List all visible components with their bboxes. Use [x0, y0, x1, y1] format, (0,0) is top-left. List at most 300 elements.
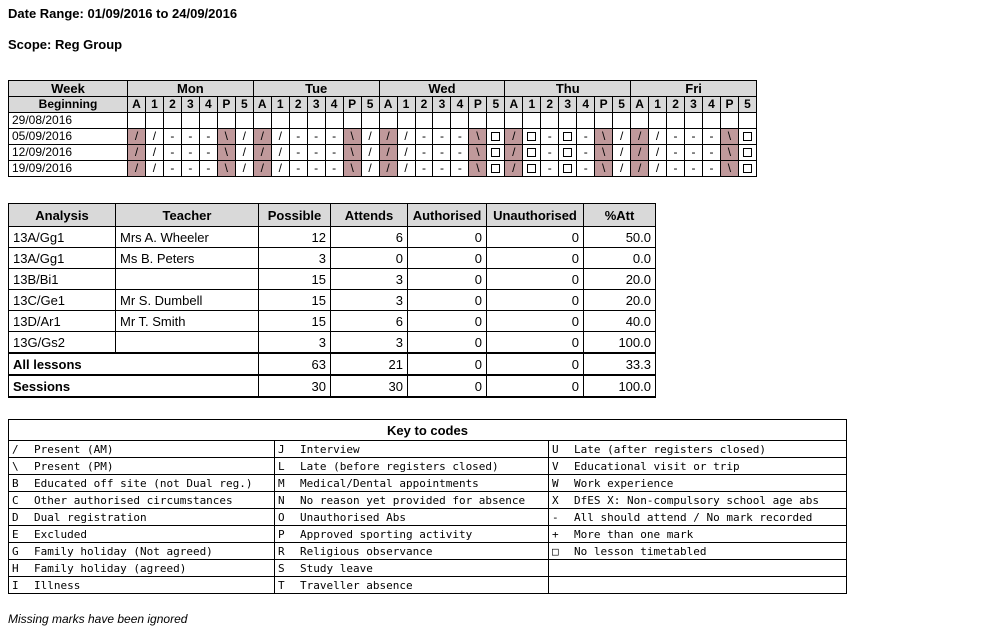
key-code: I — [12, 578, 19, 592]
no-lesson-square-icon — [743, 148, 752, 157]
period-header: 3 — [559, 97, 577, 113]
key-cell — [9, 543, 275, 560]
analysis-cell: 13A/Gg1 — [9, 227, 116, 248]
mark-cell — [505, 113, 523, 129]
analysis-cell: 0 — [408, 227, 487, 248]
mark-cell: / — [128, 145, 146, 161]
analysis-cell: 3 — [331, 332, 408, 354]
mark-cell — [199, 113, 217, 129]
key-cell — [549, 458, 847, 475]
mark-cell — [128, 113, 146, 129]
no-lesson-square-icon — [491, 164, 500, 173]
analysis-row — [9, 269, 656, 290]
mark-cell: / — [253, 145, 271, 161]
period-header: 4 — [199, 97, 217, 113]
key-code: U — [552, 442, 559, 456]
mark-cell: / — [361, 145, 379, 161]
key-desc: Educated off site (not Dual reg.) — [34, 476, 253, 490]
no-lesson-square-icon — [527, 164, 536, 173]
mark-cell: / — [379, 129, 397, 145]
analysis-cell: 20.0 — [584, 290, 656, 311]
key-code: M — [278, 476, 285, 490]
analysis-cell: 12 — [259, 227, 331, 248]
key-code: W — [552, 476, 559, 490]
mark-cell: - — [541, 145, 559, 161]
key-desc: Family holiday (Not agreed) — [34, 544, 213, 558]
key-code: / — [12, 442, 19, 456]
key-code: + — [552, 527, 559, 541]
mark-cell — [738, 145, 756, 161]
key-desc: No reason yet provided for absence — [300, 493, 526, 507]
mark-cell: / — [128, 129, 146, 145]
analysis-cell: 0 — [331, 248, 408, 269]
mark-cell: / — [649, 161, 667, 177]
key-desc: Unauthorised Abs — [300, 510, 406, 524]
key-cell — [9, 560, 275, 577]
analysis-header: Analysis — [9, 204, 116, 227]
analysis-cell: 0 — [487, 269, 584, 290]
total-value: 0 — [487, 375, 584, 397]
analysis-total-row — [9, 375, 656, 397]
period-header: 1 — [397, 97, 415, 113]
mark-cell — [181, 113, 199, 129]
key-cell — [9, 492, 275, 509]
key-cell — [9, 526, 275, 543]
mark-cell: \ — [595, 129, 613, 145]
analysis-row — [9, 248, 656, 269]
mark-cell: / — [631, 145, 649, 161]
key-code: J — [278, 442, 285, 456]
mark-cell: - — [199, 129, 217, 145]
analysis-header: Possible — [259, 204, 331, 227]
key-code: R — [278, 544, 285, 558]
week-row — [9, 129, 757, 145]
mark-cell: - — [541, 161, 559, 177]
analysis-cell: 3 — [331, 290, 408, 311]
mark-cell: - — [667, 129, 685, 145]
analysis-cell: 13G/Gs2 — [9, 332, 116, 354]
mark-cell — [217, 113, 235, 129]
key-cell — [275, 560, 549, 577]
mark-cell: - — [577, 145, 595, 161]
key-row — [9, 458, 847, 475]
key-code: B — [12, 476, 19, 490]
mark-cell: - — [577, 129, 595, 145]
register-grid — [8, 80, 757, 177]
analysis-cell: 13A/Gg1 — [9, 248, 116, 269]
mark-cell: / — [613, 145, 631, 161]
mark-cell: - — [325, 129, 343, 145]
key-row — [9, 475, 847, 492]
total-value: 0 — [408, 375, 487, 397]
mark-cell — [253, 113, 271, 129]
analysis-cell: 0 — [408, 290, 487, 311]
key-desc: Approved sporting activity — [300, 527, 473, 541]
key-cell — [275, 492, 549, 509]
period-header: 4 — [703, 97, 721, 113]
day-header-mon: Mon — [128, 81, 254, 97]
mark-cell — [451, 113, 469, 129]
key-cell — [549, 543, 847, 560]
mark-cell — [235, 113, 253, 129]
key-desc: All should attend / No mark recorded — [574, 510, 813, 524]
key-cell — [275, 458, 549, 475]
key-code: E — [12, 527, 19, 541]
date-range: Date Range: 01/09/2016 to 24/09/2016 — [8, 6, 238, 21]
period-header: 4 — [325, 97, 343, 113]
key-cell — [275, 509, 549, 526]
day-header-fri: Fri — [631, 81, 757, 97]
analysis-cell: 0 — [408, 269, 487, 290]
key-code: G — [12, 544, 19, 558]
total-value: 63 — [259, 353, 331, 375]
mark-cell: \ — [217, 145, 235, 161]
key-desc: Illness — [34, 578, 81, 592]
mark-cell: - — [577, 161, 595, 177]
analysis-cell — [116, 269, 259, 290]
mark-cell — [738, 129, 756, 145]
key-cell — [275, 543, 549, 560]
mark-cell — [523, 161, 541, 177]
mark-cell — [523, 129, 541, 145]
mark-cell — [415, 113, 433, 129]
analysis-cell: 15 — [259, 311, 331, 332]
analysis-total-row — [9, 353, 656, 375]
mark-cell — [631, 113, 649, 129]
week-header-2: Beginning — [9, 97, 128, 113]
mark-cell — [307, 113, 325, 129]
key-desc: Dual registration — [34, 510, 147, 524]
mark-cell — [703, 113, 721, 129]
scope: Scope: Reg Group — [8, 37, 123, 52]
mark-cell: - — [451, 161, 469, 177]
mark-cell — [523, 113, 541, 129]
key-code: □ — [552, 544, 559, 558]
mark-cell: / — [649, 145, 667, 161]
mark-cell — [667, 113, 685, 129]
mark-cell: - — [685, 161, 703, 177]
footer-note: Missing marks have been ignored — [8, 612, 188, 626]
mark-cell — [738, 113, 756, 129]
analysis-cell: Mr S. Dumbell — [116, 290, 259, 311]
total-value: 21 — [331, 353, 408, 375]
period-header: 3 — [685, 97, 703, 113]
mark-cell: - — [199, 161, 217, 177]
mark-cell: \ — [595, 145, 613, 161]
period-header: A — [128, 97, 146, 113]
analysis-cell: 15 — [259, 269, 331, 290]
key-cell — [549, 560, 847, 577]
key-desc: Present (AM) — [34, 442, 114, 456]
week-row — [9, 145, 757, 161]
mark-cell: / — [613, 129, 631, 145]
analysis-cell: 40.0 — [584, 311, 656, 332]
analysis-cell: Mrs A. Wheeler — [116, 227, 259, 248]
mark-cell — [685, 113, 703, 129]
key-desc: Late (before registers closed) — [300, 459, 499, 473]
total-value: 33.3 — [584, 353, 656, 375]
key-cell — [275, 441, 549, 458]
day-header-wed: Wed — [379, 81, 505, 97]
analysis-header: %Att — [584, 204, 656, 227]
analysis-cell: 0 — [487, 227, 584, 248]
mark-cell: - — [289, 145, 307, 161]
period-header: A — [505, 97, 523, 113]
key-cell — [9, 509, 275, 526]
key-cell — [549, 526, 847, 543]
mark-cell — [649, 113, 667, 129]
mark-cell: / — [397, 129, 415, 145]
total-value: 30 — [259, 375, 331, 397]
analysis-cell: 13C/Ge1 — [9, 290, 116, 311]
mark-cell: - — [415, 129, 433, 145]
analysis-cell: 0 — [487, 248, 584, 269]
mark-cell: / — [361, 161, 379, 177]
analysis-cell: 0 — [408, 311, 487, 332]
key-cell — [549, 577, 847, 594]
key-code: X — [552, 493, 559, 507]
period-header: 2 — [415, 97, 433, 113]
mark-cell: \ — [217, 129, 235, 145]
analysis-row — [9, 227, 656, 248]
key-desc: No lesson timetabled — [574, 544, 707, 558]
mark-cell: \ — [469, 129, 487, 145]
key-desc: DfES X: Non-compulsory school age abs — [574, 493, 820, 507]
key-row — [9, 577, 847, 594]
key-desc: Family holiday (agreed) — [34, 561, 187, 575]
period-header: 3 — [181, 97, 199, 113]
mark-cell: - — [307, 161, 325, 177]
period-header: P — [595, 97, 613, 113]
period-header: 3 — [433, 97, 451, 113]
mark-cell: / — [613, 161, 631, 177]
key-code: D — [12, 510, 19, 524]
day-header-thu: Thu — [505, 81, 631, 97]
mark-cell: \ — [469, 145, 487, 161]
mark-cell: - — [289, 161, 307, 177]
analysis-cell: 0 — [408, 332, 487, 354]
mark-cell: / — [505, 129, 523, 145]
period-header: 5 — [487, 97, 505, 113]
period-header: 5 — [235, 97, 253, 113]
mark-cell: - — [451, 129, 469, 145]
mark-cell: - — [685, 145, 703, 161]
period-header: A — [631, 97, 649, 113]
key-code: V — [552, 459, 559, 473]
period-header: 1 — [271, 97, 289, 113]
key-code: C — [12, 493, 19, 507]
total-value: 0 — [408, 353, 487, 375]
analysis-cell: Ms B. Peters — [116, 248, 259, 269]
week-header: Week — [9, 81, 128, 97]
mark-cell — [559, 129, 577, 145]
week-row — [9, 161, 757, 177]
no-lesson-square-icon — [491, 148, 500, 157]
mark-cell — [559, 161, 577, 177]
mark-cell — [145, 113, 163, 129]
key-code: P — [278, 527, 285, 541]
key-row — [9, 509, 847, 526]
period-header: 2 — [541, 97, 559, 113]
key-desc: Religious observance — [300, 544, 433, 558]
mark-cell — [163, 113, 181, 129]
analysis-cell: 13D/Ar1 — [9, 311, 116, 332]
period-header: 5 — [361, 97, 379, 113]
key-to-codes — [8, 419, 847, 594]
mark-cell: \ — [343, 129, 361, 145]
key-desc: More than one mark — [574, 527, 694, 541]
period-header: P — [217, 97, 235, 113]
analysis-row — [9, 290, 656, 311]
week-date: 19/09/2016 — [9, 161, 128, 177]
mark-cell — [523, 145, 541, 161]
week-row — [9, 113, 757, 129]
mark-cell — [613, 113, 631, 129]
mark-cell — [379, 113, 397, 129]
key-cell — [9, 458, 275, 475]
key-row — [9, 543, 847, 560]
key-cell — [549, 509, 847, 526]
mark-cell — [397, 113, 415, 129]
mark-cell: / — [145, 129, 163, 145]
key-title: Key to codes — [9, 420, 847, 441]
key-row — [9, 526, 847, 543]
period-header: P — [720, 97, 738, 113]
mark-cell — [487, 113, 505, 129]
key-cell — [549, 475, 847, 492]
mark-cell: / — [397, 145, 415, 161]
mark-cell: / — [397, 161, 415, 177]
mark-cell: - — [667, 145, 685, 161]
mark-cell: \ — [469, 161, 487, 177]
mark-cell — [433, 113, 451, 129]
period-header: 2 — [289, 97, 307, 113]
mark-cell: / — [649, 129, 667, 145]
mark-cell — [487, 145, 505, 161]
key-code: T — [278, 578, 285, 592]
mark-cell: / — [145, 145, 163, 161]
key-desc: Excluded — [34, 527, 87, 541]
mark-cell: - — [415, 145, 433, 161]
analysis-header: Unauthorised — [487, 204, 584, 227]
mark-cell: - — [163, 161, 181, 177]
mark-cell: - — [181, 161, 199, 177]
analysis-cell: 6 — [331, 311, 408, 332]
key-code: N — [278, 493, 285, 507]
key-cell — [275, 526, 549, 543]
mark-cell: - — [703, 161, 721, 177]
analysis-cell — [116, 332, 259, 354]
mark-cell: / — [631, 161, 649, 177]
key-row — [9, 441, 847, 458]
key-row — [9, 492, 847, 509]
key-desc: Late (after registers closed) — [574, 442, 767, 456]
analysis-cell: 3 — [259, 332, 331, 354]
analysis-cell: 3 — [259, 248, 331, 269]
mark-cell — [720, 113, 738, 129]
key-desc: Interview — [300, 442, 360, 456]
no-lesson-square-icon — [527, 148, 536, 157]
period-header: P — [343, 97, 361, 113]
mark-cell — [289, 113, 307, 129]
mark-cell: - — [199, 145, 217, 161]
no-lesson-square-icon — [527, 132, 536, 141]
no-lesson-square-icon — [563, 148, 572, 157]
mark-cell: \ — [595, 161, 613, 177]
period-header: 5 — [738, 97, 756, 113]
no-lesson-square-icon — [743, 164, 752, 173]
key-desc: Present (PM) — [34, 459, 114, 473]
key-cell — [9, 577, 275, 594]
key-cell — [9, 475, 275, 492]
mark-cell — [487, 161, 505, 177]
mark-cell — [343, 113, 361, 129]
mark-cell: / — [271, 145, 289, 161]
mark-cell — [559, 145, 577, 161]
mark-cell — [469, 113, 487, 129]
total-label: All lessons — [9, 353, 259, 375]
mark-cell: - — [451, 145, 469, 161]
analysis-row — [9, 311, 656, 332]
day-header-tue: Tue — [253, 81, 379, 97]
mark-cell: / — [253, 129, 271, 145]
period-header: 4 — [451, 97, 469, 113]
analysis-cell: 20.0 — [584, 269, 656, 290]
mark-cell — [738, 161, 756, 177]
period-header: A — [253, 97, 271, 113]
key-desc: Traveller absence — [300, 578, 413, 592]
mark-cell: / — [145, 161, 163, 177]
mark-cell: / — [361, 129, 379, 145]
no-lesson-square-icon — [743, 132, 752, 141]
analysis-cell: 15 — [259, 290, 331, 311]
analysis-header: Attends — [331, 204, 408, 227]
analysis-cell: Mr T. Smith — [116, 311, 259, 332]
key-code: \ — [12, 459, 19, 473]
key-desc: Study leave — [300, 561, 373, 575]
mark-cell — [595, 113, 613, 129]
period-header: 5 — [613, 97, 631, 113]
key-desc: Medical/Dental appointments — [300, 476, 479, 490]
mark-cell: \ — [720, 161, 738, 177]
mark-cell: / — [235, 145, 253, 161]
period-header: 1 — [523, 97, 541, 113]
total-value: 30 — [331, 375, 408, 397]
period-header: 1 — [649, 97, 667, 113]
mark-cell: / — [253, 161, 271, 177]
key-desc: Educational visit or trip — [574, 459, 740, 473]
key-row — [9, 560, 847, 577]
mark-cell: - — [541, 129, 559, 145]
mark-cell: - — [307, 129, 325, 145]
analysis-cell: 3 — [331, 269, 408, 290]
mark-cell: / — [631, 129, 649, 145]
mark-cell: / — [128, 161, 146, 177]
key-code: H — [12, 561, 19, 575]
analysis-cell: 6 — [331, 227, 408, 248]
period-header: P — [469, 97, 487, 113]
key-code: L — [278, 459, 285, 473]
mark-cell — [361, 113, 379, 129]
analysis-table — [8, 203, 656, 398]
mark-cell: \ — [217, 161, 235, 177]
analysis-cell: 0.0 — [584, 248, 656, 269]
mark-cell — [271, 113, 289, 129]
mark-cell: - — [181, 129, 199, 145]
mark-cell: / — [379, 161, 397, 177]
mark-cell: - — [433, 161, 451, 177]
mark-cell: - — [181, 145, 199, 161]
